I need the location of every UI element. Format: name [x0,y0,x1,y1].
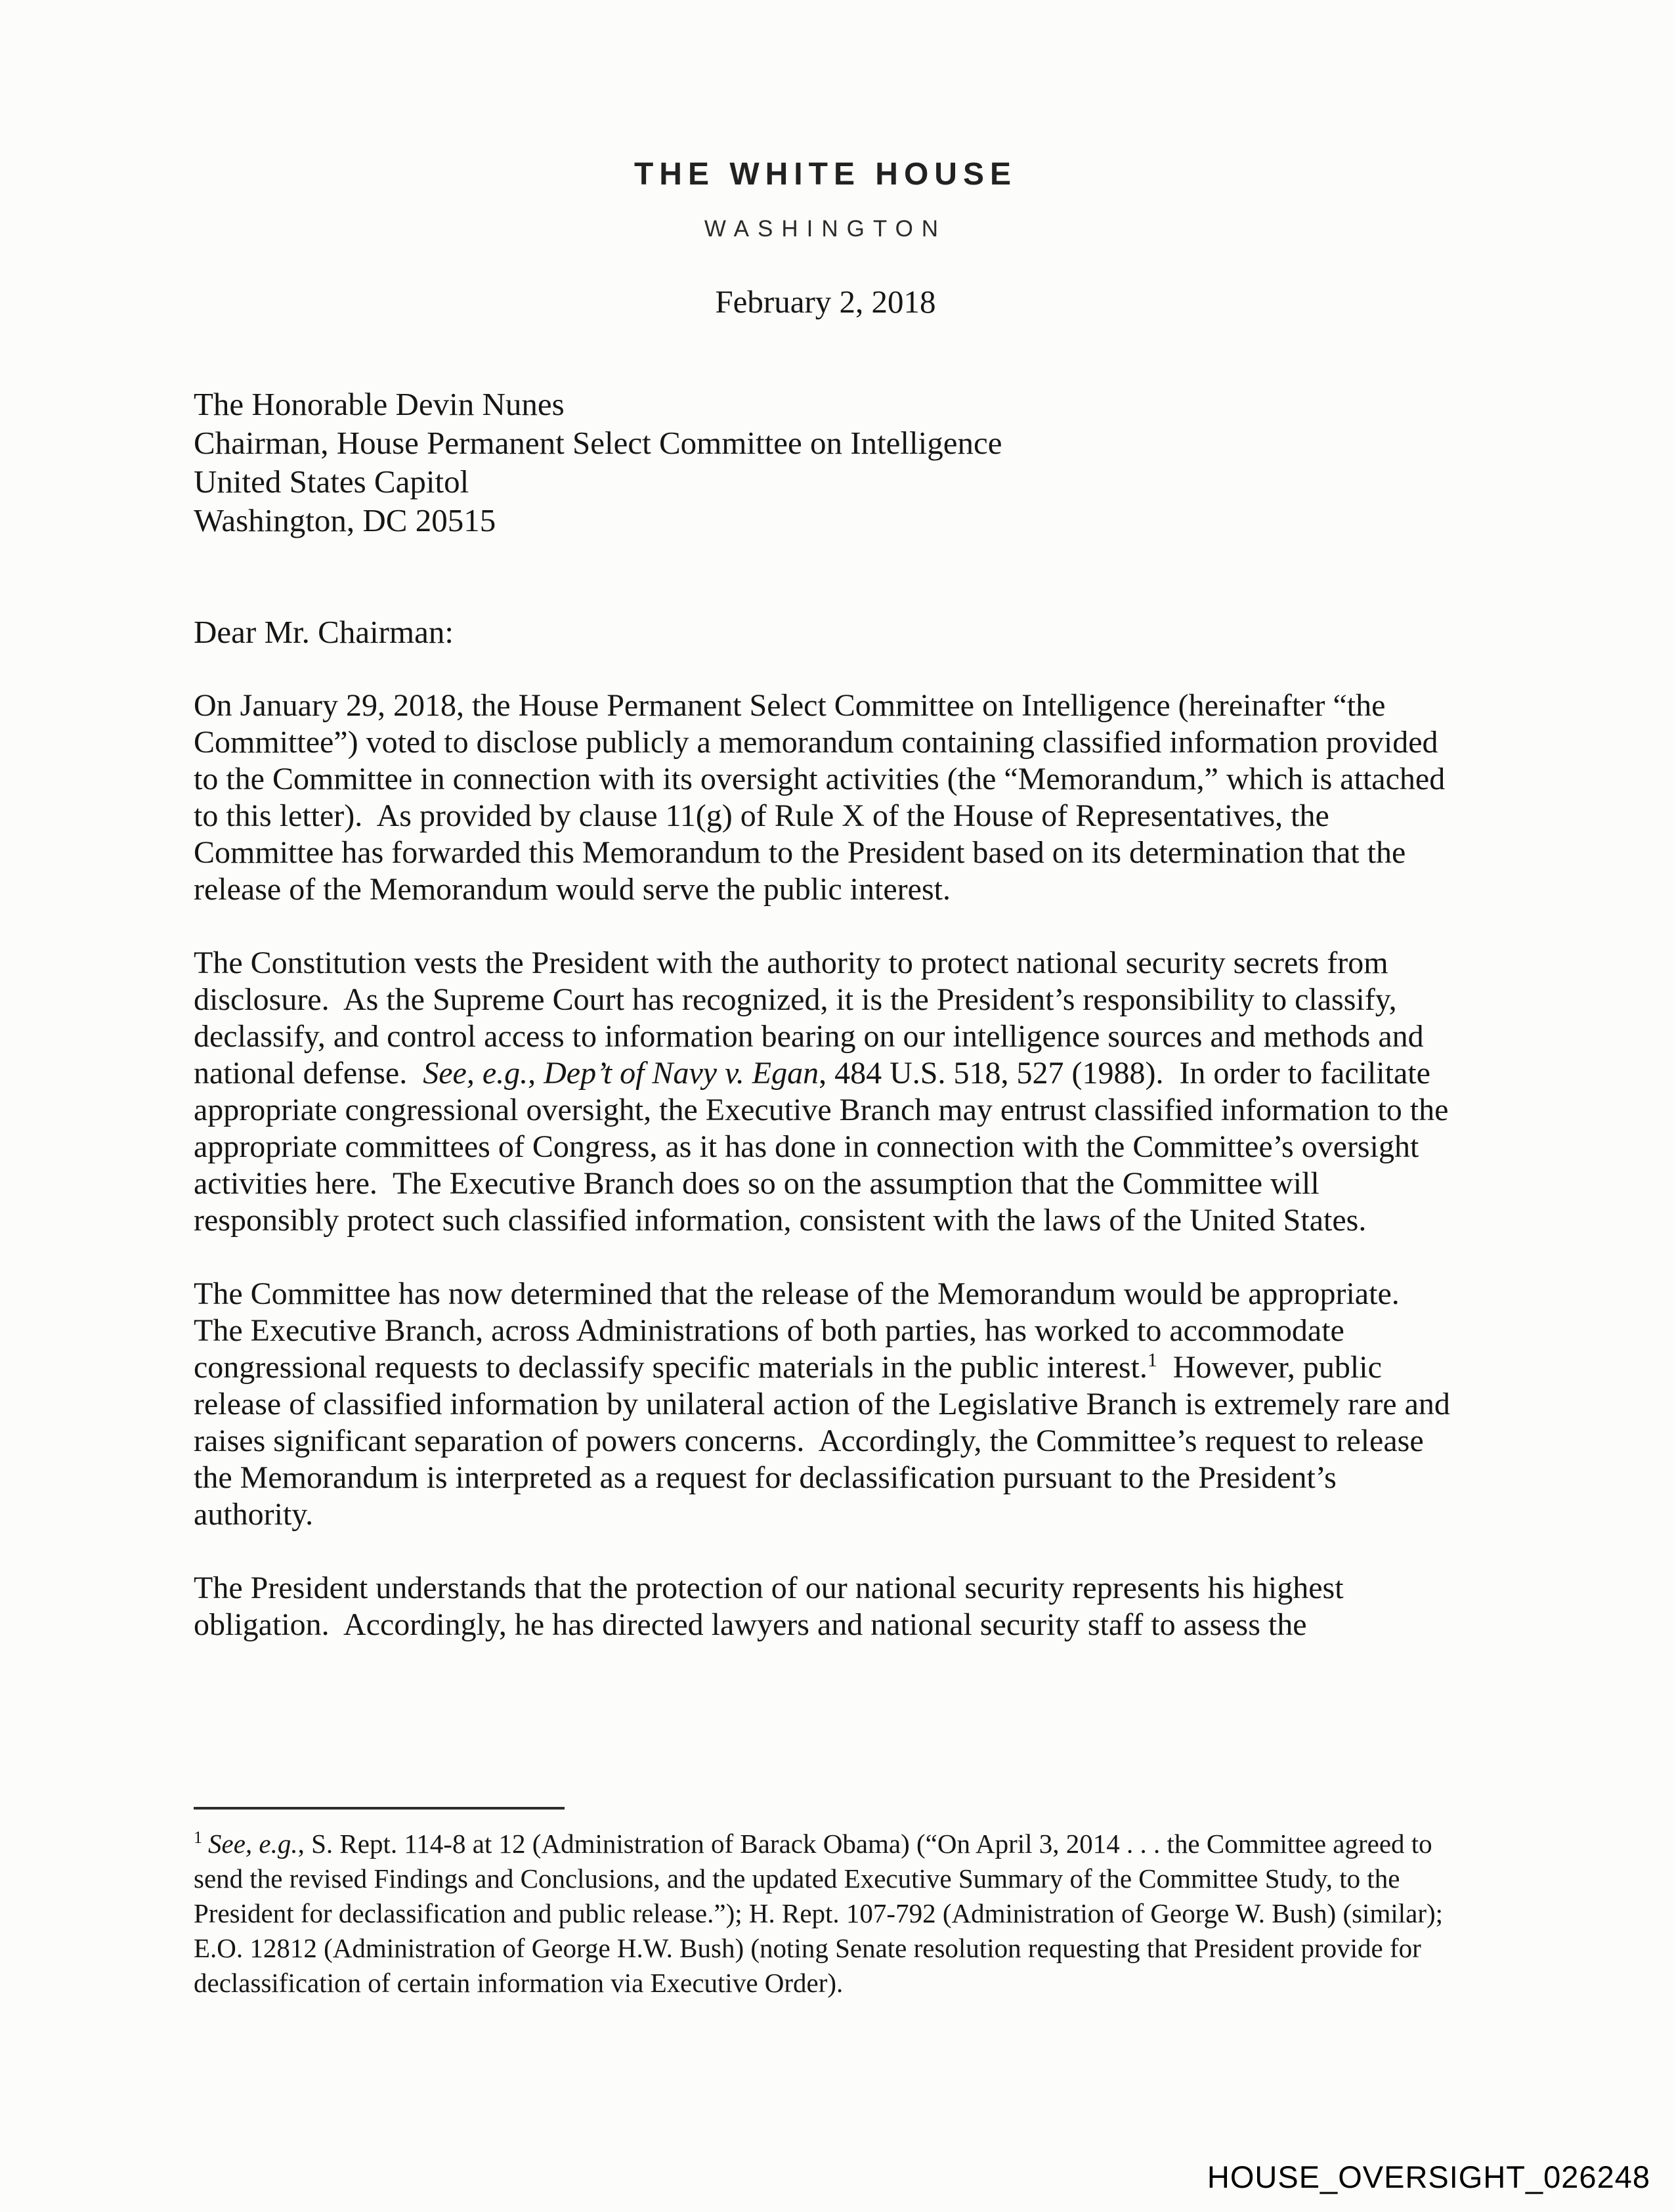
letterhead-title: THE WHITE HOUSE [633,157,1017,192]
letterhead [194,0,1457,242]
bates-number: HOUSE_OVERSIGHT_026248 [1207,2159,1650,2194]
footnote-divider [194,1807,565,1810]
footnote-block [194,1807,1457,2001]
recipient-line: Washington, DC 20515 [194,502,496,538]
letterhead-subtitle: WASHINGTON [704,216,947,242]
recipient-address [194,385,1457,540]
case-citation: See, e.g., Dep’t of Navy v. Egan [423,1056,819,1091]
body-paragraph-3 [194,1276,1457,1533]
paragraph-2-text-before-citation: The Constitution vests the President with the authority to protect national security secrets from disclosure. As the Supreme Court has recognized, it is the President’s responsibility to classify, declassify, and control access to information bearing on our intelligence sources and methods and national defense. [194,945,1432,1091]
paragraph-2-text-after-citation: , 484 U.S. 518, 527 (1988). In order to facilitate appropriate congressional oversight, the Executive Branch may entrust classified information to the appropriate committees of Congress, as it has done in connection with the Committee’s oversight activities here. The Executive Branch does so on the assumption that the Committee will responsibly protect such classified information, consistent with the laws of the United States. [194,1056,1457,1238]
body-paragraph-2 [194,945,1457,1239]
salutation: Dear Mr. Chairman: [194,614,454,650]
footnote-reference: 1 [1147,1349,1157,1371]
recipient-line: The Honorable Devin Nunes [194,386,565,422]
letter-date: February 2, 2018 [715,284,936,320]
footnote-text: , S. Rept. 114-8 at 12 (Administration of Barack Obama) (“On April 3, 2014 . . . the Committee agreed to send the revised Findings and Conclusions, and the updated Executive Summary of the Committee Study, to the President for declassification and public release.”); H. Rept. 107-792 (Administration of George W. Bush) (similar); E.O. 12812 (Administration of George H.W. Bush) (noting Senate resolution requesting that President provide for declassification of certain information via Executive Order). [194,1829,1450,1998]
body-paragraph-4: The President understands that the protection of our national security represents his highest obligation. Accordingly, he has directed lawyers and national security staff to assess the [194,1571,1352,1642]
footnote [194,1827,1457,2001]
recipient-line: United States Capitol [194,464,469,500]
recipient-line: Chairman, House Permanent Select Committee on Intelligence [194,425,1002,461]
body-paragraph-1: On January 29, 2018, the House Permanent Select Committee on Intelligence (hereinafter “the Committee”) voted to disclose publicly a memorandum containing classified information provided to the Committee in connection with its oversight activities (the “Memorandum,” which is attached to this letter). As provided by clause 11(g) of Rule X of the House of Representatives, the Committee has forwarded this Memorandum to the President based on its determination that the release of the Memorandum would serve the public interest. [194,688,1453,907]
paragraph-3-text-after-ref: However, public release of classified information by unilateral action of the Legislative Branch is extremely rare and raises significant separation of powers concerns. Accordingly, the Committee’s request to release the Memorandum is interpreted as a request for declassification pursuant to the President’s authority. [194,1350,1458,1532]
footnote-see-eg: See, e.g. [208,1829,298,1859]
footnote-number: 1 [194,1828,202,1848]
paragraph-3-text-before-ref: The Committee has now determined that the release of the Memorandum would be appropriate. The Executive Branch, across Administrations of both parties, has worked to accommodate congressional requests to declassify specific materials in the public interest. [194,1276,1415,1385]
